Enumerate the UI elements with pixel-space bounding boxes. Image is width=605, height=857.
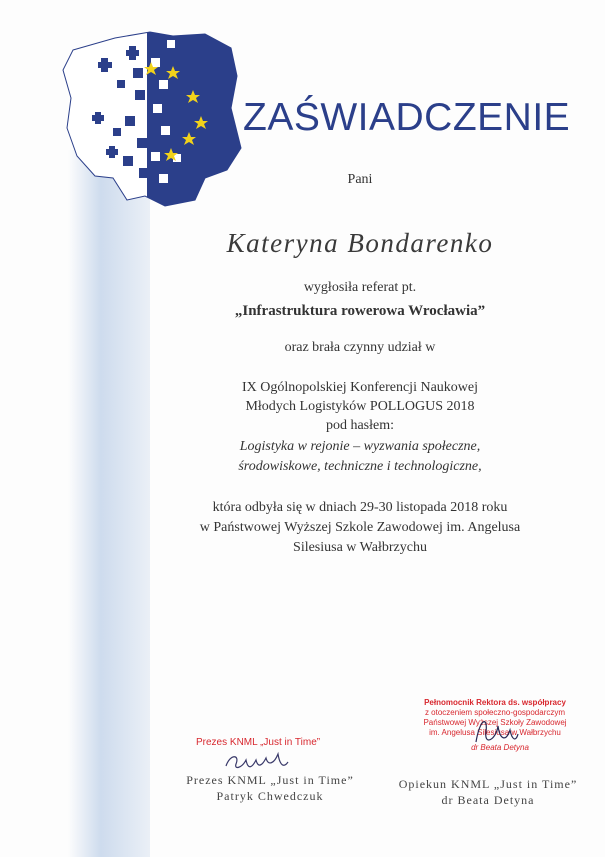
certificate-title: ZAŚWIADCZENIE bbox=[243, 96, 571, 139]
motto-line-1: Logistyka w rejonie – wyzwania społeczne, bbox=[239, 439, 481, 454]
right-stamp-line-5: dr Beata Detyna bbox=[471, 743, 529, 752]
left-handwritten-signature bbox=[222, 748, 292, 776]
participation-line: oraz brała czynny udział w bbox=[284, 340, 436, 355]
salutation: Pani bbox=[347, 172, 373, 187]
right-signature-role: Opiekun KNML „Just in Time” bbox=[398, 777, 578, 791]
motto-line-2: środowiskowe, techniczne i technologiczne, bbox=[238, 459, 482, 474]
right-signature-name: dr Beata Detyna bbox=[441, 793, 535, 807]
venue-line-2: w Państwowej Wyższej Szkole Zawodowej im. Angelusa bbox=[199, 520, 521, 535]
right-stamp-line-3: Państwowej Wyższej Szkoły Zawodowej bbox=[423, 718, 567, 727]
left-stamp: Prezes KNML „Just in Time” bbox=[196, 737, 321, 748]
conference-line-3: pod hasłem: bbox=[325, 418, 395, 433]
venue-line-3: Silesiusa w Wałbrzychu bbox=[293, 540, 427, 555]
presented-line: wygłosiła referat pt. bbox=[303, 280, 417, 295]
talk-title: „Infrastruktura rowerowa Wrocławia” bbox=[234, 303, 486, 319]
venue-line-1: która odbyła się w dniach 29-30 listopada 2018 roku bbox=[212, 500, 508, 515]
left-signature-name: Patryk Chwedczuk bbox=[216, 789, 324, 803]
right-stamp-line-2: z otoczeniem społeczno-gospodarczym bbox=[424, 708, 566, 717]
left-signature-role: Prezes KNML „Just in Time” bbox=[186, 773, 354, 787]
right-stamp-line-4: im. Angelusa Silesiusa w Wałbrzychu bbox=[429, 728, 561, 737]
conference-line-1: IX Ogólnopolskiej Konferencji Naukowej bbox=[242, 380, 478, 395]
conference-line-2: Młodych Logistyków POLLOGUS 2018 bbox=[245, 399, 475, 414]
right-handwritten-signature bbox=[470, 712, 520, 752]
recipient-name: Kateryna Bondarenko bbox=[226, 228, 494, 258]
decorative-band bbox=[68, 150, 150, 857]
right-stamp-line-1: Pełnomocnik Rektora ds. współpracy bbox=[424, 698, 566, 707]
